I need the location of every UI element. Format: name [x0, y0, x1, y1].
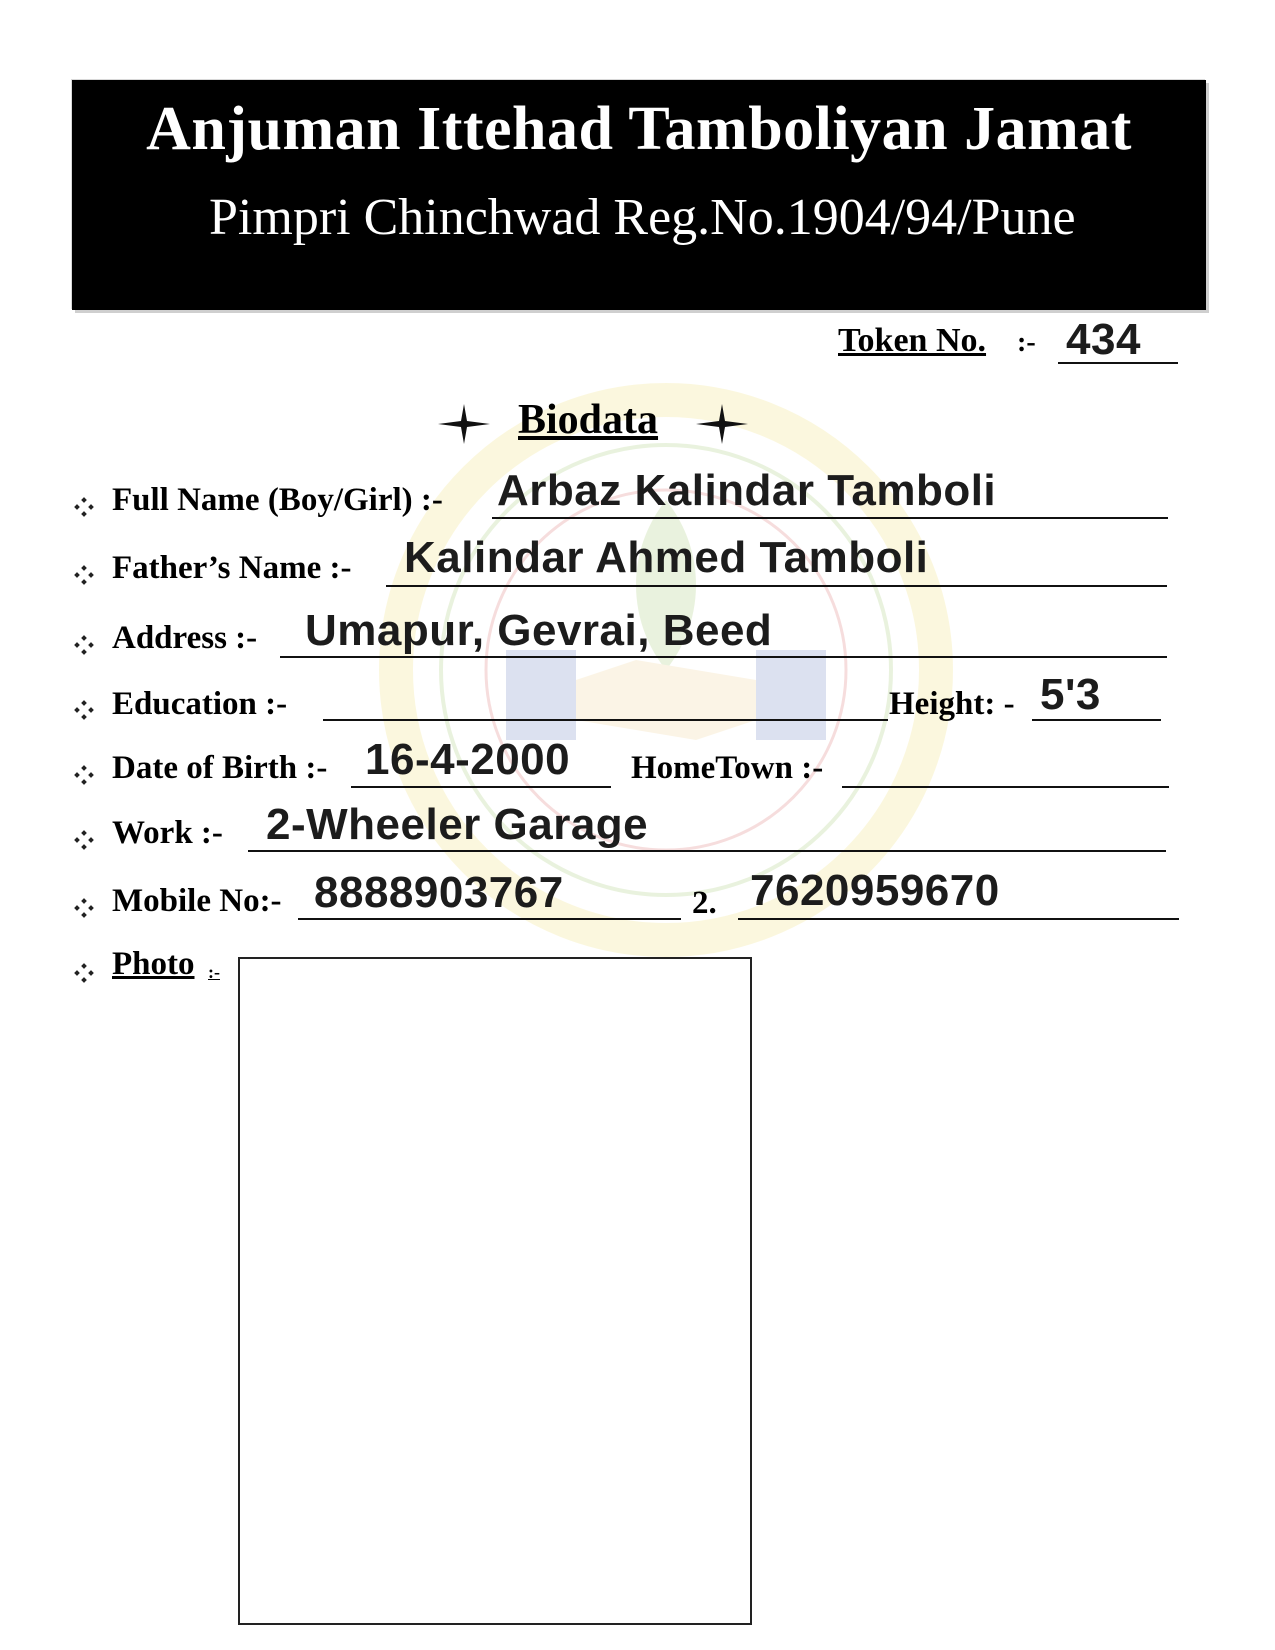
mobile2-underline — [738, 918, 1179, 920]
diamond-bullet-icon — [74, 830, 94, 850]
mobile-underline — [298, 918, 681, 920]
token-separator: :- — [1017, 327, 1036, 358]
diamond-bullet-icon — [74, 635, 94, 655]
page-title: Biodata — [518, 397, 659, 443]
full-name-underline — [492, 517, 1168, 519]
education-underline — [323, 719, 888, 721]
photo-placeholder[interactable] — [238, 957, 752, 1625]
diamond-bullet-icon — [74, 565, 94, 585]
dob-underline — [351, 786, 611, 788]
dob-value: 16-4-2000 — [365, 735, 571, 784]
token-value: 434 — [1066, 315, 1141, 364]
organization-subtitle: Pimpri Chinchwad Reg.No.1904/94/Pune — [209, 189, 1076, 246]
diamond-bullet-icon — [74, 963, 94, 983]
address-label: Address :- — [112, 620, 258, 656]
hometown-underline — [842, 786, 1169, 788]
address-underline — [280, 656, 1167, 658]
mobile-label: Mobile No:- — [112, 883, 282, 919]
address-value: Umapur, Gevrai, Beed — [305, 606, 773, 655]
header-banner — [72, 80, 1206, 310]
education-label: Education :- — [112, 686, 288, 722]
hometown-label: HomeTown :- — [631, 750, 824, 786]
photo-separator: :- — [208, 962, 220, 982]
work-underline — [248, 850, 1166, 852]
mobile2-label: 2. — [692, 885, 717, 921]
full-name-label: Full Name (Boy/Girl) :- — [112, 482, 443, 518]
photo-label: Photo — [112, 946, 195, 982]
full-name-value: Arbaz Kalindar Tamboli — [497, 466, 997, 515]
work-value: 2-Wheeler Garage — [266, 800, 649, 849]
diamond-bullet-icon — [74, 700, 94, 720]
organization-name: Anjuman Ittehad Tamboliyan Jamat — [146, 95, 1132, 163]
four-point-star-icon — [694, 402, 750, 446]
mobile-value: 8888903767 — [314, 868, 564, 917]
token-underline — [1058, 362, 1178, 364]
diamond-bullet-icon — [74, 898, 94, 918]
height-label: Height: - — [889, 686, 1015, 722]
father-name-label: Father’s Name :- — [112, 550, 352, 586]
diamond-bullet-icon — [74, 765, 94, 785]
diamond-bullet-icon — [74, 497, 94, 517]
father-name-value: Kalindar Ahmed Tamboli — [404, 533, 929, 582]
mobile2-value: 7620959670 — [750, 866, 1000, 915]
height-underline — [1032, 719, 1161, 721]
four-point-star-icon — [436, 402, 492, 446]
height-value: 5'3 — [1040, 670, 1101, 719]
dob-label: Date of Birth :- — [112, 750, 328, 786]
work-label: Work :- — [112, 815, 223, 851]
token-label: Token No. — [838, 322, 987, 359]
father-name-underline — [386, 585, 1167, 587]
